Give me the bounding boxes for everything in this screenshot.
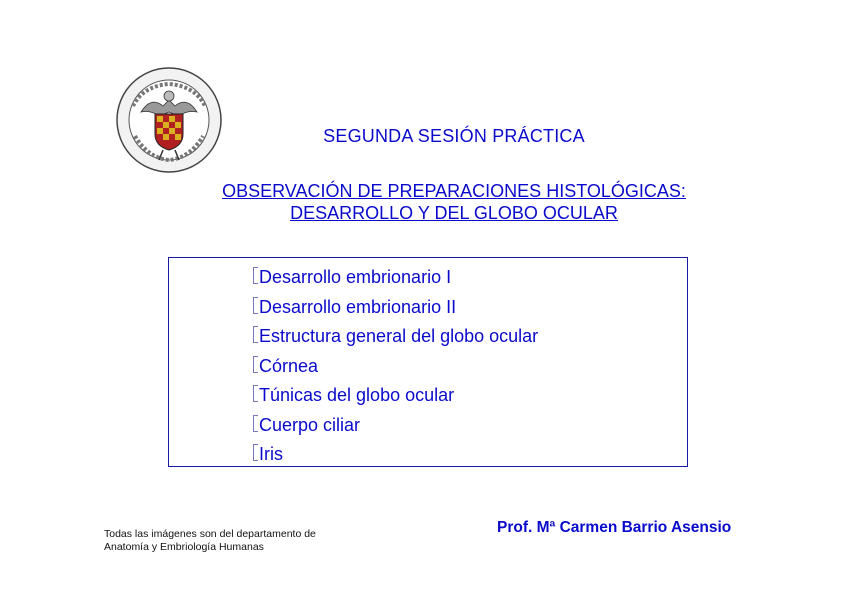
bullet-box-icon	[253, 297, 258, 314]
topic-item: Estructura general del globo ocular	[253, 322, 687, 352]
topics-list	[169, 258, 687, 470]
university-seal-icon	[113, 66, 225, 174]
credit-line-2: Anatomía y Embriología Humanas	[104, 541, 264, 553]
topic-item: Túnicas del globo ocular	[253, 381, 687, 411]
bullet-box-icon	[253, 326, 258, 343]
credit-line-1: Todas las imágenes son del departamento de	[104, 528, 316, 540]
page-title	[0, 180, 848, 224]
topic-item: Córnea	[253, 352, 687, 382]
topic-item: Desarrollo embrionario II	[253, 293, 687, 323]
bullet-box-icon	[253, 444, 258, 461]
topic-item: Desarrollo embrionario I	[253, 263, 687, 293]
topic-item: Cuerpo ciliar	[253, 411, 687, 441]
bullet-box-icon	[253, 415, 258, 432]
image-credit	[104, 528, 316, 554]
bullet-box-icon	[253, 356, 258, 373]
title-line-1: OBSERVACIÓN DE PREPARACIONES HISTOLÓGICAS:	[222, 181, 686, 201]
author-name: Prof. Mª Carmen Barrio Asensio	[497, 519, 732, 536]
topic-item: Iris	[253, 440, 687, 470]
topics-box	[168, 257, 688, 467]
session-subtitle: SEGUNDA SESIÓN PRÁCTICA	[323, 126, 585, 146]
bullet-box-icon	[253, 267, 258, 284]
title-line-2: DESARROLLO Y DEL GLOBO OCULAR	[290, 203, 618, 223]
bullet-box-icon	[253, 385, 258, 402]
